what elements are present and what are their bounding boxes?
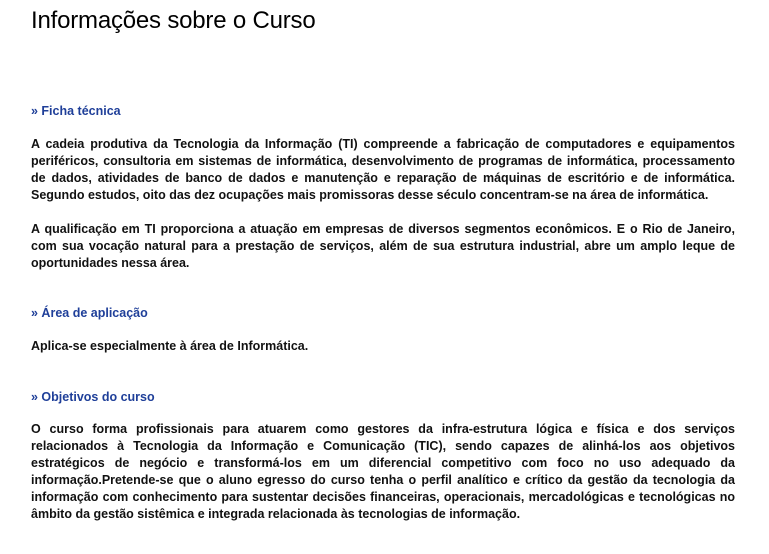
ficha-tecnica-paragraph-2: A qualificação em TI proporciona a atuação em empresas de diversos segmentos econômicos. E o Rio de Janeiro, com sua vocação natural para a prestação de serviços, além de sua estrutura industrial, abre um amplo leque de oportunidades nessa área.	[31, 222, 735, 270]
section-heading-objetivos: » Objetivos do curso	[31, 390, 155, 404]
course-info-page	[31, 0, 735, 523]
ficha-tecnica-paragraph-1: A cadeia produtiva da Tecnologia da Informação (TI) compreende a fabricação de computadores e equipamentos periféricos, consultoria em sistemas de informática, desenvolvimento de programas de informática, processamento de dados, atividades de banco de dados e manutenção e reparação de máquinas de escritório e de informática. Segundo estudos, oito das dez ocupações mais promissoras desse século concentram-se na área de informática.	[31, 137, 735, 202]
page-title: Informações sobre o Curso	[31, 7, 316, 34]
objetivos-paragraph: O curso forma profissionais para atuarem como gestores da infra-estrutura lógica e física e dos serviços relacionados à Tecnologia da Informação e Comunicação (TIC), sendo capazes de alinhá-los aos objetivos estratégicos de negócio e transformá-los em um diferencial competitivo com foco no uso adequado da informação.Pretende-se que o aluno egresso do curso tenha o perfil analítico e crítico da gestão da tecnologia da informação com conhecimento para sustentar decisões financeiras, operacionais, mercadológicas e tecnológicas no âmbito da gestão sistêmica e integrada relacionada às tecnologias de informação.	[31, 422, 735, 521]
area-aplicacao-paragraph: Aplica-se especialmente à área de Informática.	[31, 339, 309, 353]
section-heading-area-aplicacao: » Área de aplicação	[31, 306, 148, 320]
section-heading-ficha-tecnica: » Ficha técnica	[31, 104, 121, 118]
